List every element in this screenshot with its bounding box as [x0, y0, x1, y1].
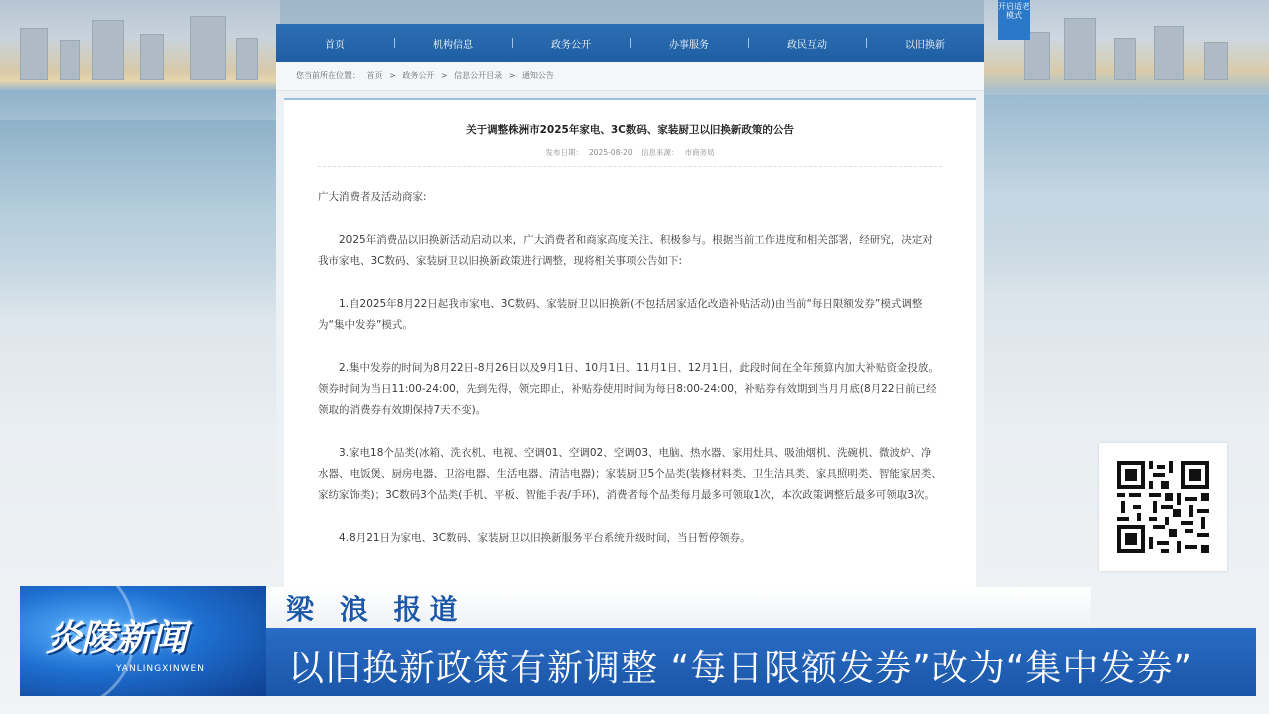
- nav-item-institutions[interactable]: 机构信息: [394, 36, 512, 51]
- source-label: 信息来源：: [640, 148, 679, 157]
- article-paragraph: 2025年消费品以旧换新活动启动以来，广大消费者和商家高度关注、积极参与。根据当前工作进度和相关部署，经研究，决定对我市家电、3C数码、家装厨卫以旧换新政策进行调整，现将相关事项公告如下:: [318, 234, 933, 267]
- nav-item-gov-affairs[interactable]: 政务公开: [512, 36, 630, 51]
- building: [1114, 38, 1136, 80]
- article-paragraph: 4.8月21日为家电、3C数码、家装厨卫以旧换新服务平台系统升级时间，当日暂停领券。: [339, 532, 751, 544]
- breadcrumb-separator: >: [389, 71, 396, 80]
- article-greeting: 广大消费者及活动商家:: [318, 191, 427, 203]
- article-title: 关于调整株洲市2025年家电、3C数码、家装厨卫以旧换新政策的公告: [466, 124, 794, 136]
- article-meta: [318, 147, 942, 167]
- article-paragraph: 3.家电18个品类(冰箱、洗衣机、电视、空调01、空调02、空调03、电脑、热水器、家用灶具、吸油烟机、洗碗机、微波炉、净水器、电饭煲、厨房电器、卫浴电器、生活电器、清洁电器)；家装厨卫5个品类(装修材料类、卫生洁具类、家具照明类、智能家居类、家纺家饰类)；3C数码3个品类(手机、平板、智能手表/手环)，消费者每个品类每月最多可领取1次，本次政策调整后最多可领取3次。: [318, 447, 942, 501]
- breadcrumb: [276, 62, 984, 91]
- publish-date: 2025-08-20: [589, 148, 633, 157]
- breadcrumb-separator: >: [440, 71, 448, 80]
- qr-code-panel: [1099, 443, 1227, 571]
- article: [284, 98, 976, 640]
- article-source: 市商务局: [684, 148, 715, 157]
- breadcrumb-item-notices[interactable]: 通知公告: [521, 71, 554, 80]
- river-left: [0, 120, 280, 320]
- building: [60, 40, 80, 80]
- reporter-credit: 梁 浪 报道: [286, 593, 466, 626]
- building: [20, 28, 48, 80]
- top-nav: [276, 24, 984, 62]
- breadcrumb-item-catalog[interactable]: 信息公开目录: [454, 71, 503, 80]
- qr-code-icon: [1117, 461, 1209, 553]
- logo-title: 炎陵新闻: [46, 618, 187, 659]
- building: [236, 38, 258, 80]
- building: [92, 20, 124, 80]
- nav-item-interaction[interactable]: 政民互动: [748, 36, 866, 51]
- river-right: [984, 95, 1269, 295]
- elderly-mode-badge[interactable]: 开启适老模式: [998, 0, 1030, 40]
- breadcrumb-prefix: 您当前所在位置：: [296, 71, 360, 80]
- breadcrumb-item-home[interactable]: 首页: [366, 71, 383, 80]
- breadcrumb-item-gov-affairs[interactable]: 政务公开: [402, 71, 435, 80]
- government-website: [276, 24, 984, 624]
- article-paragraph: 1.自2025年8月22日起我市家电、3C数码、家装厨卫以旧换新(不包括居家适化改造补贴活动)由当前“每日限额发券”模式调整为“集中发券”模式。: [318, 298, 923, 331]
- building: [140, 34, 164, 80]
- nav-item-home[interactable]: 首页: [325, 39, 345, 51]
- nav-item-services[interactable]: 办事服务: [630, 36, 748, 51]
- nav-item-trade-in[interactable]: 以旧换新: [866, 36, 984, 51]
- background-city-left: [0, 0, 280, 130]
- building: [1154, 26, 1184, 80]
- date-label: 发布日期：: [545, 148, 583, 157]
- building: [190, 16, 226, 80]
- logo-subtitle: YANLINGXINWEN: [116, 664, 205, 674]
- news-logo: [20, 586, 266, 696]
- news-headline: 以旧换新政策有新调整 “每日限额发券”改为“集中发券”: [288, 648, 1194, 689]
- article-paragraph: 2.集中发券的时间为8月22日-8月26日以及9月1日、10月1日、11月1日、12月1日，此段时间在全年预算内加大补贴资金投放。领券时间为当日11:00-24:00，先到先得，领完即止，补贴券使用时间为每日8:00-24:00，补贴券有效期到当月月底(8月22日前已经领取的消费券有效期保持7天不变)。: [318, 362, 939, 416]
- breadcrumb-separator: >: [508, 71, 516, 80]
- building: [1064, 18, 1096, 80]
- article-body: [284, 187, 976, 549]
- building: [1204, 42, 1228, 80]
